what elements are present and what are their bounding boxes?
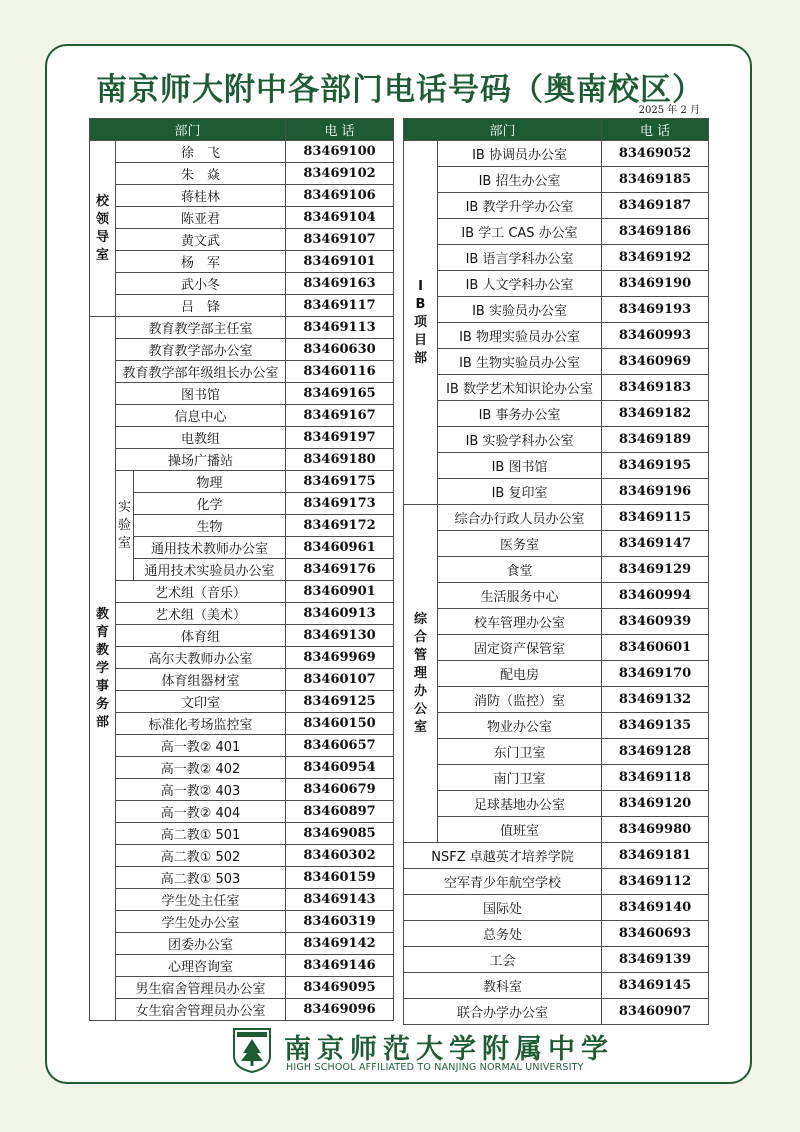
table-row — [90, 273, 394, 295]
dept-cell: 图书馆 — [116, 383, 286, 405]
phone-cell: 83460116 — [286, 361, 394, 383]
table-row — [90, 449, 394, 471]
table-row — [90, 361, 394, 383]
phone-cell: 83460159 — [286, 867, 394, 889]
table-row — [404, 505, 709, 531]
phone-cell: 83469182 — [602, 401, 709, 427]
dept-cell: 消防（监控）室 — [438, 687, 602, 713]
table-row — [404, 947, 709, 973]
table-row — [90, 537, 394, 559]
dept-cell: IB 图书馆 — [438, 453, 602, 479]
phone-cell: 83469980 — [602, 817, 709, 843]
phone-cell: 83460693 — [602, 921, 709, 947]
group-label: 教育教学事务部 — [95, 606, 109, 730]
table-row — [90, 911, 394, 933]
phone-cell: 83469187 — [602, 193, 709, 219]
phone-cell: 83469165 — [286, 383, 394, 405]
phone-cell: 83469173 — [286, 493, 394, 515]
table-row — [90, 779, 394, 801]
table-row — [404, 479, 709, 505]
dept-cell: 通用技术实验员办公室 — [134, 559, 286, 581]
phone-cell: 83469128 — [602, 739, 709, 765]
phone-cell: 83469183 — [602, 375, 709, 401]
table-row — [404, 531, 709, 557]
dept-cell: 值班室 — [438, 817, 602, 843]
phone-cell: 83469129 — [602, 557, 709, 583]
dept-cell: 化学 — [134, 493, 286, 515]
phone-cell: 83469185 — [602, 167, 709, 193]
phone-cell: 83460657 — [286, 735, 394, 757]
phone-cell: 83469139 — [602, 947, 709, 973]
table-row — [90, 515, 394, 537]
group-label: 校领导室 — [95, 193, 109, 263]
table-row — [404, 895, 709, 921]
phone-cell: 83469112 — [602, 869, 709, 895]
dept-cell: 文印室 — [116, 691, 286, 713]
phone-cell: 83469117 — [286, 295, 394, 317]
phone-cell: 83469113 — [286, 317, 394, 339]
dept-cell: 高一教② 402 — [116, 757, 286, 779]
table-row — [90, 581, 394, 603]
table-row — [90, 757, 394, 779]
table-row — [404, 843, 709, 869]
dept-cell: 教育教学部办公室 — [116, 339, 286, 361]
dept-cell: 国际处 — [404, 895, 602, 921]
phone-cell: 83460319 — [286, 911, 394, 933]
table-row — [90, 427, 394, 449]
school-name-cn: 南京师范大学附属中学 — [284, 1034, 614, 1065]
phone-cell: 83460969 — [602, 349, 709, 375]
dept-cell: 黄文武 — [116, 229, 286, 251]
phone-cell: 83460679 — [286, 779, 394, 801]
group-label: 综合管理办公室 — [413, 611, 427, 735]
dept-cell: 高一教② 404 — [116, 801, 286, 823]
phone-cell: 83469176 — [286, 559, 394, 581]
dept-cell: 南门卫室 — [438, 765, 602, 791]
dept-header: 部门 — [90, 119, 286, 141]
table-row — [404, 453, 709, 479]
date-label: 2025 年 2 月 — [638, 105, 700, 116]
phone-cell: 83469052 — [602, 141, 709, 167]
dept-cell: 食堂 — [438, 557, 602, 583]
phone-cell: 83460939 — [602, 609, 709, 635]
phone-cell: 83469104 — [286, 207, 394, 229]
table-row — [404, 687, 709, 713]
dept-cell: IB 复印室 — [438, 479, 602, 505]
dept-cell: 生活服务中心 — [438, 583, 602, 609]
table-row — [404, 323, 709, 349]
phone-cell: 83469096 — [286, 999, 394, 1021]
dept-cell: 朱 焱 — [116, 163, 286, 185]
dept-cell: 教育教学部年级组长办公室 — [116, 361, 286, 383]
table-row — [90, 845, 394, 867]
group-label: 实验室 — [117, 499, 131, 551]
table-row — [90, 383, 394, 405]
phone-cell: 83469085 — [286, 823, 394, 845]
dept-cell: 配电房 — [438, 661, 602, 687]
dept-cell: 心理咨询室 — [116, 955, 286, 977]
phone-cell: 83460994 — [602, 583, 709, 609]
table-row — [90, 977, 394, 999]
dept-cell: 徐 飞 — [116, 141, 286, 163]
table-row — [90, 735, 394, 757]
dept-header: 部门 — [404, 119, 602, 141]
table-row — [90, 229, 394, 251]
phone-cell: 83469120 — [602, 791, 709, 817]
phone-cell: 83469132 — [602, 687, 709, 713]
table-row — [90, 405, 394, 427]
phone-cell: 83469193 — [602, 297, 709, 323]
table-row — [90, 889, 394, 911]
table-row — [90, 713, 394, 735]
dept-cell: 体育组器材室 — [116, 669, 286, 691]
group-cell-ib — [404, 141, 438, 505]
dept-cell: 高尔夫教师办公室 — [116, 647, 286, 669]
dept-cell: 体育组 — [116, 625, 286, 647]
dept-cell: 教育教学部主任室 — [116, 317, 286, 339]
phone-cell: 83460901 — [286, 581, 394, 603]
table-row — [404, 219, 709, 245]
phone-cell: 83460150 — [286, 713, 394, 735]
phone-cell: 83460907 — [602, 999, 709, 1025]
dept-cell: 通用技术教师办公室 — [134, 537, 286, 559]
phone-cell: 83460630 — [286, 339, 394, 361]
table-row — [404, 973, 709, 999]
dept-cell: IB 实验员办公室 — [438, 297, 602, 323]
table-row — [90, 251, 394, 273]
phone-cell: 83460913 — [286, 603, 394, 625]
phone-cell: 83469100 — [286, 141, 394, 163]
dept-cell: 生物 — [134, 515, 286, 537]
phone-cell: 83469143 — [286, 889, 394, 911]
group-label: IB项目部 — [413, 278, 427, 366]
phone-cell: 83469140 — [602, 895, 709, 921]
dept-cell: IB 物理实验员办公室 — [438, 323, 602, 349]
dept-cell: 艺术组（音乐） — [116, 581, 286, 603]
table-row — [404, 427, 709, 453]
dept-cell: 高二教① 501 — [116, 823, 286, 845]
dept-cell: NSFZ 卓越英才培养学院 — [404, 843, 602, 869]
phone-cell: 83460897 — [286, 801, 394, 823]
page-title: 南京师大附中各部门电话号码（奥南校区） — [96, 72, 704, 108]
table-row — [90, 955, 394, 977]
phone-cell: 83469142 — [286, 933, 394, 955]
group-cell-leadership — [90, 141, 116, 317]
dept-cell: IB 学工 CAS 办公室 — [438, 219, 602, 245]
phone-cell: 83469163 — [286, 273, 394, 295]
table-row — [404, 817, 709, 843]
table-row — [404, 765, 709, 791]
phone-cell: 83469195 — [602, 453, 709, 479]
dept-cell: 学生处办公室 — [116, 911, 286, 933]
table-row — [404, 271, 709, 297]
table-row — [90, 141, 394, 163]
table-row — [90, 669, 394, 691]
table-row — [90, 933, 394, 955]
table-row — [90, 801, 394, 823]
dept-cell: IB 人文学科办公室 — [438, 271, 602, 297]
phone-cell: 83469106 — [286, 185, 394, 207]
table-row — [404, 791, 709, 817]
dept-cell: IB 数学艺术知识论办公室 — [438, 375, 602, 401]
phone-cell: 83469107 — [286, 229, 394, 251]
dept-cell: 高二教① 502 — [116, 845, 286, 867]
table-row — [90, 823, 394, 845]
school-name-en: HIGH SCHOOL AFFILIATED TO NANJING NORMAL UNIVERSITY — [286, 1062, 584, 1073]
group-cell-education — [90, 317, 116, 1021]
dept-cell: 固定资产保管室 — [438, 635, 602, 661]
dept-cell: 空军青少年航空学校 — [404, 869, 602, 895]
phone-cell: 83469175 — [286, 471, 394, 493]
dept-cell: 男生宿舍管理员办公室 — [116, 977, 286, 999]
dept-cell: IB 语言学科办公室 — [438, 245, 602, 271]
table-row — [404, 141, 709, 167]
dept-cell: 校车管理办公室 — [438, 609, 602, 635]
dept-cell: 东门卫室 — [438, 739, 602, 765]
table-row — [90, 317, 394, 339]
table-row — [90, 625, 394, 647]
table-row — [90, 647, 394, 669]
phone-cell: 83469172 — [286, 515, 394, 537]
phone-cell: 83469189 — [602, 427, 709, 453]
dept-cell: 陈亚君 — [116, 207, 286, 229]
phone-cell: 83469118 — [602, 765, 709, 791]
school-emblem-icon — [232, 1026, 272, 1074]
dept-cell: 综合办行政人员办公室 — [438, 505, 602, 531]
table-row — [404, 661, 709, 687]
phone-cell: 83469125 — [286, 691, 394, 713]
phone-cell: 83469115 — [602, 505, 709, 531]
table-row — [90, 999, 394, 1021]
phone-cell: 83469135 — [602, 713, 709, 739]
phone-cell: 83469147 — [602, 531, 709, 557]
dept-cell: IB 实验学科办公室 — [438, 427, 602, 453]
table-row — [404, 557, 709, 583]
dept-cell: IB 生物实验员办公室 — [438, 349, 602, 375]
dept-cell: 物业办公室 — [438, 713, 602, 739]
phone-cell: 83460601 — [602, 635, 709, 661]
table-row — [404, 869, 709, 895]
table-row — [90, 493, 394, 515]
dept-cell: 足球基地办公室 — [438, 791, 602, 817]
phone-cell: 83460107 — [286, 669, 394, 691]
phone-cell: 83469196 — [602, 479, 709, 505]
phone-cell: 83469146 — [286, 955, 394, 977]
phone-cell: 83469192 — [602, 245, 709, 271]
group-cell-admin — [404, 505, 438, 843]
phone-cell: 83460993 — [602, 323, 709, 349]
phone-cell: 83469969 — [286, 647, 394, 669]
table-row — [404, 193, 709, 219]
phone-header: 电 话 — [286, 119, 394, 141]
table-row — [404, 713, 709, 739]
dept-cell: 武小冬 — [116, 273, 286, 295]
phone-cell: 83469145 — [602, 973, 709, 999]
phone-header: 电 话 — [602, 119, 709, 141]
dept-cell: 电教组 — [116, 427, 286, 449]
dept-cell: 信息中心 — [116, 405, 286, 427]
dept-cell: 操场广播站 — [116, 449, 286, 471]
dept-cell: 吕 锋 — [116, 295, 286, 317]
dept-cell: IB 事务办公室 — [438, 401, 602, 427]
phone-cell: 83469101 — [286, 251, 394, 273]
phone-cell: 83469095 — [286, 977, 394, 999]
dept-cell: 蒋桂林 — [116, 185, 286, 207]
table-row — [90, 559, 394, 581]
phone-cell: 83469170 — [602, 661, 709, 687]
dept-cell: 学生处主任室 — [116, 889, 286, 911]
table-row — [404, 375, 709, 401]
phone-cell: 83460302 — [286, 845, 394, 867]
phone-cell: 83469181 — [602, 843, 709, 869]
table-row — [90, 603, 394, 625]
table-row — [404, 583, 709, 609]
table-row — [90, 295, 394, 317]
phone-cell: 83469167 — [286, 405, 394, 427]
subgroup-cell-lab — [116, 471, 134, 581]
dept-cell: IB 协调员办公室 — [438, 141, 602, 167]
table-row — [404, 401, 709, 427]
table-row — [90, 163, 394, 185]
table-row — [90, 471, 394, 493]
phone-cell: 83460961 — [286, 537, 394, 559]
table-row — [90, 207, 394, 229]
dept-cell: 医务室 — [438, 531, 602, 557]
dept-cell: 联合办学办公室 — [404, 999, 602, 1025]
dept-cell: 高一教② 403 — [116, 779, 286, 801]
phone-cell: 83469190 — [602, 271, 709, 297]
dept-cell: 工会 — [404, 947, 602, 973]
table-row — [404, 609, 709, 635]
phone-cell: 83469180 — [286, 449, 394, 471]
table-row — [404, 245, 709, 271]
dept-cell: 团委办公室 — [116, 933, 286, 955]
table-row — [404, 739, 709, 765]
dept-cell: 高一教② 401 — [116, 735, 286, 757]
table-row — [404, 349, 709, 375]
phone-cell: 83469186 — [602, 219, 709, 245]
dept-cell: 教科室 — [404, 973, 602, 999]
dept-cell: 总务处 — [404, 921, 602, 947]
dept-cell: IB 招生办公室 — [438, 167, 602, 193]
table-row — [404, 167, 709, 193]
table-row — [404, 999, 709, 1025]
dept-cell: 艺术组（美术） — [116, 603, 286, 625]
left-phone-table — [89, 118, 394, 1021]
dept-cell: IB 教学升学办公室 — [438, 193, 602, 219]
table-row — [90, 339, 394, 361]
dept-cell: 标准化考场监控室 — [116, 713, 286, 735]
phone-cell: 83469197 — [286, 427, 394, 449]
table-row — [90, 691, 394, 713]
table-row — [90, 867, 394, 889]
table-row — [404, 921, 709, 947]
table-row — [404, 297, 709, 323]
right-phone-table — [403, 118, 709, 1025]
table-row — [90, 185, 394, 207]
phone-cell: 83469130 — [286, 625, 394, 647]
dept-cell: 女生宿舍管理员办公室 — [116, 999, 286, 1021]
table-row — [404, 635, 709, 661]
phone-cell: 83469102 — [286, 163, 394, 185]
dept-cell: 物理 — [134, 471, 286, 493]
dept-cell: 杨 军 — [116, 251, 286, 273]
dept-cell: 高二教① 503 — [116, 867, 286, 889]
phone-cell: 83460954 — [286, 757, 394, 779]
